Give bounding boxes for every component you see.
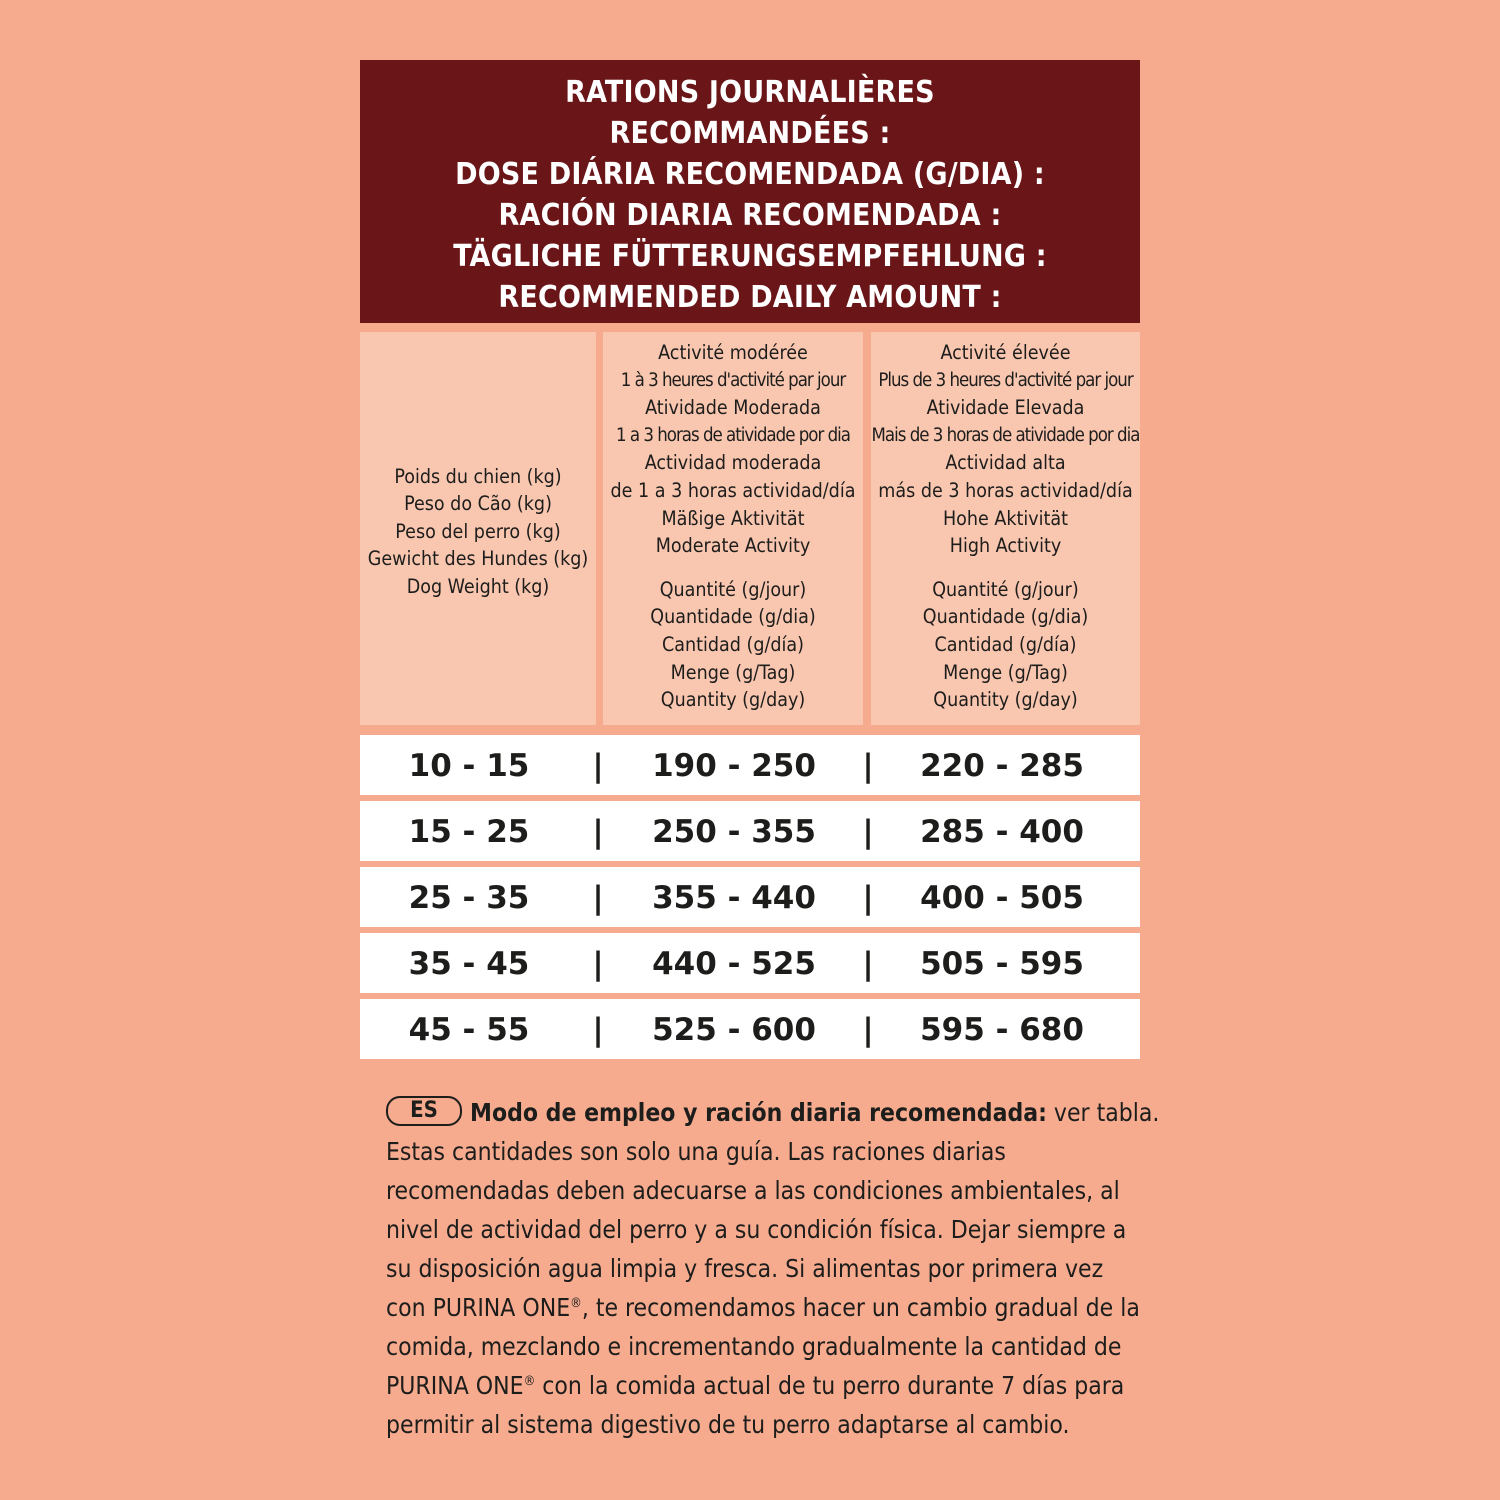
title-line-de: TÄGLICHE FÜTTERUNGSEMPFEHLUNG : bbox=[453, 238, 1047, 274]
weight-cell: 35 - 45 bbox=[408, 946, 530, 982]
column-header-high-activity bbox=[871, 332, 1140, 725]
table-row bbox=[360, 933, 1140, 993]
header-text: Moderate Activity bbox=[655, 534, 811, 558]
high-cell: 505 - 595 bbox=[920, 946, 1084, 982]
note-line: nivel de actividad del perro y a su condición física. Dejar siempre a bbox=[386, 1215, 1127, 1244]
column-separator: | bbox=[862, 946, 874, 982]
header-text: Activité élevée bbox=[940, 341, 1071, 364]
moderate-cell: 190 - 250 bbox=[652, 748, 816, 784]
weight-cell: 15 - 25 bbox=[408, 814, 530, 850]
header-text: Quantidade (g/dia) bbox=[922, 605, 1089, 629]
moderate-cell: 440 - 525 bbox=[652, 946, 816, 982]
header-text: Actividad moderada bbox=[644, 451, 822, 475]
header-text: Hohe Aktivität bbox=[942, 506, 1069, 530]
language-badge: ES bbox=[386, 1096, 462, 1126]
high-cell: 285 - 400 bbox=[920, 814, 1084, 850]
high-cell: 400 - 505 bbox=[920, 880, 1084, 916]
table-row bbox=[360, 999, 1140, 1059]
high-cell: 595 - 680 bbox=[920, 1012, 1084, 1048]
note-line: recomendadas deben adecuarse a las condiciones ambientales, al bbox=[386, 1176, 1120, 1205]
weight-cell: 25 - 35 bbox=[408, 880, 530, 916]
registered-mark: ® bbox=[523, 1374, 536, 1389]
registered-mark: ® bbox=[570, 1296, 582, 1311]
header-text: 1 à 3 heures d'activité par jour bbox=[620, 369, 846, 391]
header-text: Quantity (g/day) bbox=[933, 688, 1078, 712]
header-text: Cantidad (g/día) bbox=[934, 632, 1077, 656]
header-text: Poids du chien (kg) bbox=[394, 464, 562, 488]
moderate-cell: 250 - 355 bbox=[652, 814, 816, 850]
column-separator: | bbox=[862, 748, 874, 784]
header-text: Atividade Moderada bbox=[645, 396, 821, 420]
column-separator: | bbox=[592, 880, 604, 916]
column-separator: | bbox=[862, 1012, 874, 1048]
column-header-moderate-activity bbox=[603, 332, 863, 725]
note-text: con la comida actual de tu perro durante 7 días para bbox=[535, 1371, 1125, 1400]
header-text: Quantité (g/jour) bbox=[659, 577, 807, 601]
header-text: 1 a 3 horas de atividade por dia bbox=[616, 424, 850, 446]
title-line-pt: DOSE DIÁRIA RECOMENDADA (G/DIA) : bbox=[455, 156, 1045, 192]
header-text: Actividad alta bbox=[945, 451, 1066, 475]
note-line: su disposición agua limpia y fresca. Si alimentas por primera vez bbox=[386, 1254, 1104, 1283]
weight-cell: 10 - 15 bbox=[408, 748, 530, 784]
header-text: Peso del perro (kg) bbox=[395, 519, 561, 543]
header-text: Mäßige Aktivität bbox=[661, 506, 805, 530]
header-text: Quantity (g/day) bbox=[660, 688, 806, 712]
note-text: ver tabla. bbox=[1046, 1098, 1160, 1127]
note-line: permitir al sistema digestivo de tu perro adaptarse al cambio. bbox=[386, 1410, 1070, 1439]
moderate-cell: 525 - 600 bbox=[652, 1012, 816, 1048]
note-line bbox=[386, 1366, 1136, 1405]
note-line bbox=[386, 1288, 1140, 1327]
column-separator: | bbox=[592, 1012, 604, 1048]
column-header-weight bbox=[360, 332, 596, 725]
title-line-fr-2: RECOMMANDÉES : bbox=[609, 115, 891, 151]
note-text: PURINA ONE bbox=[386, 1371, 524, 1400]
weight-cell: 45 - 55 bbox=[408, 1012, 530, 1048]
usage-instructions bbox=[386, 1093, 1160, 1444]
column-separator: | bbox=[592, 814, 604, 850]
note-line: Estas cantidades son solo una guía. Las raciones diarias bbox=[386, 1137, 1006, 1166]
column-separator: | bbox=[862, 814, 874, 850]
table-title bbox=[360, 60, 1140, 323]
header-text: Quantité (g/jour) bbox=[932, 577, 1079, 601]
table-row bbox=[360, 735, 1140, 795]
header-text: Quantidade (g/dia) bbox=[650, 605, 816, 629]
moderate-cell: 355 - 440 bbox=[652, 880, 816, 916]
header-text: Gewicht des Hundes (kg) bbox=[367, 547, 589, 571]
header-text: Mais de 3 horas de atividade por dia bbox=[871, 424, 1140, 446]
column-separator: | bbox=[862, 880, 874, 916]
column-separator: | bbox=[592, 748, 604, 784]
header-text: Atividade Elevada bbox=[926, 396, 1085, 420]
header-text: Cantidad (g/día) bbox=[662, 632, 804, 656]
table-row bbox=[360, 801, 1140, 861]
header-text: Menge (g/Tag) bbox=[943, 660, 1068, 684]
header-text: High Activity bbox=[949, 534, 1062, 558]
header-text: Plus de 3 heures d'activité par jour bbox=[878, 369, 1133, 391]
note-text: , te recomendamos hacer un cambio gradual de la bbox=[581, 1293, 1140, 1322]
note-text: con PURINA ONE bbox=[386, 1293, 571, 1322]
header-text: Activité modérée bbox=[658, 341, 808, 364]
table-row bbox=[360, 867, 1140, 927]
note-line bbox=[386, 1093, 1160, 1132]
title-line-es: RACIÓN DIARIA RECOMENDADA : bbox=[498, 197, 1002, 233]
note-line: comida, mezclando e incrementando gradualmente la cantidad de bbox=[386, 1332, 1122, 1361]
header-text: Peso do Cão (kg) bbox=[404, 492, 552, 516]
header-text: Menge (g/Tag) bbox=[670, 660, 796, 684]
header-text: más de 3 horas actividad/día bbox=[878, 478, 1133, 502]
high-cell: 220 - 285 bbox=[920, 748, 1084, 784]
header-text: de 1 a 3 horas actividad/día bbox=[610, 478, 856, 502]
note-heading: Modo de empleo y ración diaria recomendada: bbox=[470, 1098, 1047, 1127]
title-line-en: RECOMMENDED DAILY AMOUNT : bbox=[498, 279, 1002, 315]
column-separator: | bbox=[592, 946, 604, 982]
header-text: Dog Weight (kg) bbox=[406, 574, 550, 598]
title-line-fr-1: RATIONS JOURNALIÈRES bbox=[565, 74, 935, 110]
